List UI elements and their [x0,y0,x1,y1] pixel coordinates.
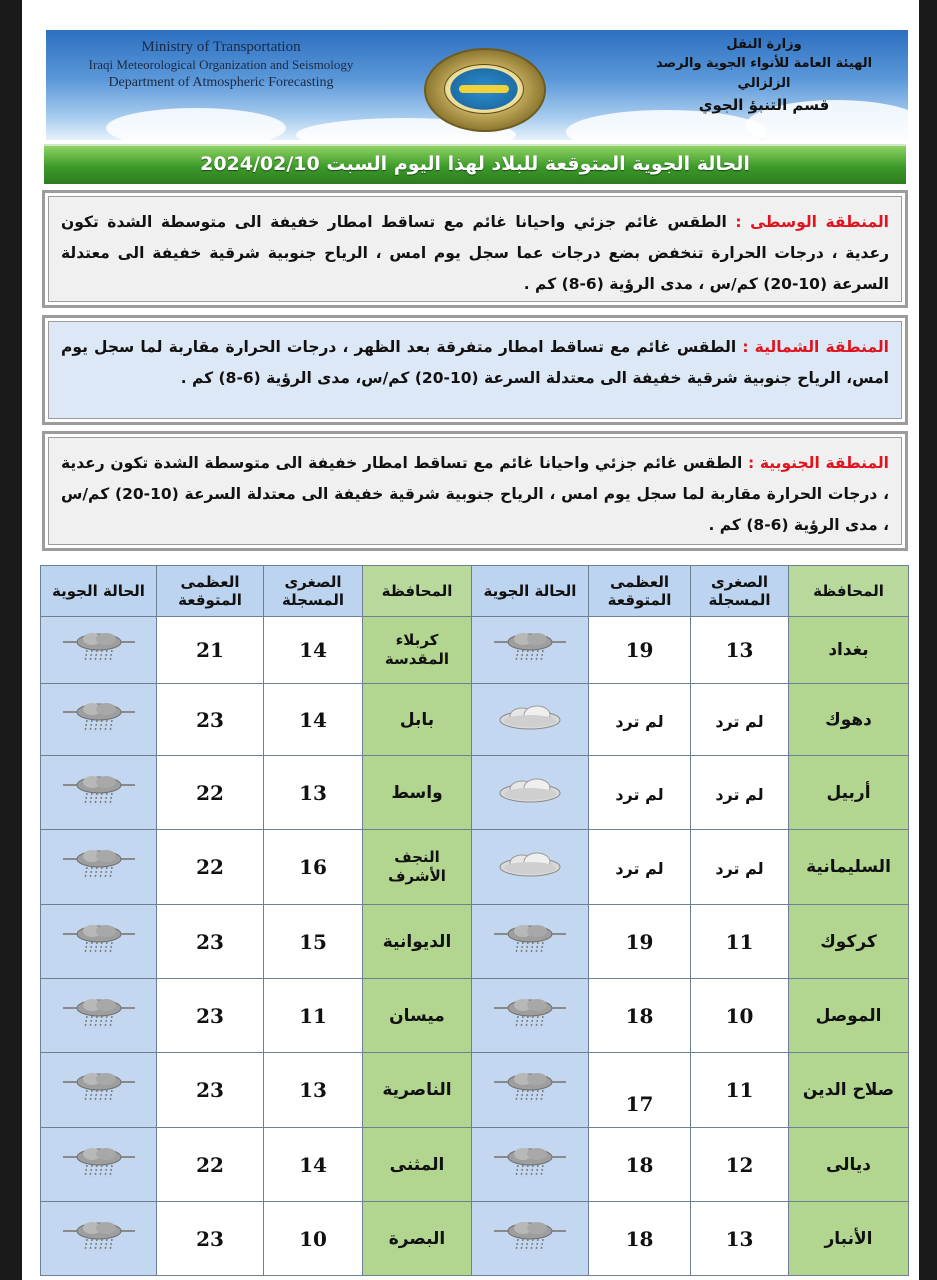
condition-icon-cell [41,979,157,1053]
max-temp-value: 23 [196,1226,224,1251]
organization-name-ar: الهيئة العامة للأنواء الجوية والرصد الزلزالي [655,56,873,91]
region-central-label: المنطقة الوسطى : [735,213,889,231]
min-temp-cell [264,1053,363,1128]
min-temp-cell [264,905,363,979]
rain-cloud-icon [59,769,139,813]
province-name-value: النجف الأشرف [388,848,446,885]
right-frame-edge [919,0,937,1280]
rain-cloud-icon [490,1066,570,1110]
province-name-value: الأنبار [824,1228,873,1249]
province-name-cell [363,979,472,1053]
min-temp-cell [691,1202,789,1276]
province-name-cell [363,1202,472,1276]
province-name-cell [789,617,909,684]
condition-icon-cell [41,905,157,979]
min-temp-cell [264,756,363,830]
max-temp-cell [589,617,691,684]
header-province: المحافظة [789,566,909,617]
max-temp-cell [589,979,691,1053]
condition-icon-cell [472,1053,589,1128]
min-temp-value: 14 [299,707,327,732]
province-name-cell [363,684,472,756]
table-row [41,979,909,1053]
min-temp-value: 13 [299,1078,327,1102]
rain-cloud-icon [59,1141,139,1185]
condition-icon-cell [472,756,589,830]
condition-icon-cell [472,1128,589,1202]
max-temp-cell [157,979,264,1053]
max-temp-value: 17 [625,1092,654,1116]
banner-cloud [106,108,286,140]
logo-globe-icon [444,64,524,114]
region-south-label: المنطقة الجنوبية : [748,454,889,472]
province-name-cell [363,756,472,830]
ministry-name-en: Ministry of Transportation [141,39,301,55]
left-frame-edge [0,0,22,1280]
min-temp-value: 16 [299,855,327,879]
region-central [42,190,908,308]
min-temp-value: لم ترد [715,711,764,731]
region-central-description: الطقس غائم جزئي واحيانا غائم مع تساقط امطار خفيفة الى متوسطة الشدة تكون رعدية ، درجات الحرارة تنخفض بضع درجات عما سجل يوم امس ، الرياح جنوبية شرقية خفيفة الى معتدلة السرعة (10-20) كم/س ، مدى الرؤية (6-8) كم . [61,213,889,293]
min-temp-cell [264,1202,363,1276]
max-temp-cell [157,1128,264,1202]
region-south-panel [48,437,902,545]
min-temp-value: 12 [725,1152,754,1177]
forecast-table [40,565,909,1276]
min-temp-value: 10 [725,1003,754,1028]
max-temp-value: 19 [625,638,654,662]
province-name-value: السليمانية [806,857,891,877]
ministry-name-ar: وزارة النقل [726,37,802,52]
max-temp-cell [157,830,264,905]
province-name-value: بابل [399,709,435,730]
province-name-value: المثنى [389,1154,445,1175]
forecast-title: الحالة الجوية المتوقعة للبلاد لهذا اليوم السبت 2024/02/10 [200,153,750,175]
header-min: الصغرى المسجلة [264,566,363,617]
min-temp-cell [691,979,789,1053]
max-temp-value: 23 [196,707,224,732]
province-name-cell [789,979,909,1053]
max-temp-value: لم ترد [615,784,664,804]
condition-icon-cell [41,830,157,905]
max-temp-cell [157,905,264,979]
rain-cloud-icon [490,1141,570,1185]
min-temp-value: 14 [299,1152,327,1177]
department-name-en: Department of Atmospheric Forecasting [108,75,334,90]
table-row [41,1128,909,1202]
province-name-value: كركوك [820,931,877,952]
province-name-value: ميسان [389,1005,445,1026]
province-name-cell [789,1053,909,1128]
region-central-text [61,207,889,300]
max-temp-cell [589,1202,691,1276]
table-row [41,617,909,684]
min-temp-cell [264,684,363,756]
rain-cloud-icon [59,626,139,670]
table-row [41,1053,909,1128]
min-temp-value: 11 [299,1003,327,1028]
province-name-cell [363,617,472,684]
min-temp-cell [264,830,363,905]
condition-icon-cell [472,684,589,756]
rain-cloud-icon [59,1215,139,1259]
region-north-description: الطقس غائم مع تساقط امطار متفرقة بعد الظهر ، درجات الحرارة مقاربة لما سجل يوم امس، الرياح جنوبية شرقية خفيفة الى معتدلة السرعة (10-20) كم/س، مدى الرؤية (6-8) كم . [61,338,889,387]
table-row [41,684,909,756]
organization-logo [424,48,546,132]
condition-icon-cell [41,1202,157,1276]
min-temp-value: لم ترد [715,784,764,804]
province-name-value: الموصل [815,1005,882,1026]
min-temp-cell [691,1053,789,1128]
cloud-icon [490,843,570,887]
table-row [41,905,909,979]
rain-cloud-icon [490,918,570,962]
min-temp-value: 13 [299,780,327,805]
header-condition: الحالة الجوية [41,566,157,617]
rain-cloud-icon [59,918,139,962]
condition-icon-cell [41,684,157,756]
header-condition: الحالة الجوية [472,566,589,617]
condition-icon-cell [41,1053,157,1128]
min-temp-cell [691,684,789,756]
max-temp-value: 23 [196,1078,224,1102]
header-province: المحافظة [363,566,472,617]
max-temp-value: 18 [625,1226,654,1251]
province-name-value: أربيل [826,782,871,803]
region-north-text [61,332,889,394]
min-temp-cell [691,756,789,830]
province-name-value: صلاح الدين [802,1080,895,1100]
max-temp-value: لم ترد [615,711,664,731]
max-temp-cell [589,756,691,830]
province-name-cell [789,830,909,905]
province-name-cell [363,905,472,979]
min-temp-cell [264,1128,363,1202]
region-south [42,431,908,551]
header-max: العظمى المتوقعة [157,566,264,617]
region-central-panel [48,196,902,302]
table-row [41,1202,909,1276]
max-temp-cell [157,1053,264,1128]
header-banner [46,30,908,140]
condition-icon-cell [41,617,157,684]
max-temp-cell [157,684,264,756]
condition-icon-cell [41,1128,157,1202]
province-name-value: ديالى [825,1154,872,1175]
province-name-cell [789,684,909,756]
department-name-ar: قسم التنبؤ الجوي [698,96,830,114]
condition-icon-cell [472,979,589,1053]
province-name-value: واسط [391,782,443,803]
max-temp-value: 22 [196,855,224,879]
max-temp-value: 18 [625,1152,654,1177]
max-temp-value: 23 [196,929,224,954]
max-temp-value: 21 [196,638,224,662]
region-north-label: المنطقة الشمالية : [742,338,889,356]
max-temp-cell [589,1128,691,1202]
min-temp-cell [264,617,363,684]
max-temp-value: 22 [196,780,224,805]
max-temp-cell [157,617,264,684]
max-temp-cell [589,684,691,756]
max-temp-value: لم ترد [615,859,664,878]
province-name-value: الديوانية [382,931,452,952]
province-name-cell [363,1128,472,1202]
province-name-cell [789,756,909,830]
header-max: العظمى المتوقعة [589,566,691,617]
condition-icon-cell [472,905,589,979]
max-temp-value: 23 [196,1003,224,1028]
region-north [42,315,908,425]
province-name-cell [363,830,472,905]
min-temp-cell [691,830,789,905]
min-temp-value: 10 [299,1226,327,1251]
min-temp-value: 14 [299,638,327,662]
min-temp-cell [691,617,789,684]
max-temp-cell [589,1053,691,1128]
max-temp-cell [157,1202,264,1276]
max-temp-value: 22 [196,1152,224,1177]
province-name-value: الناصرية [382,1080,452,1100]
max-temp-value: 19 [625,929,654,954]
province-name-value: بغداد [828,640,869,660]
province-name-value: البصرة [388,1228,446,1249]
rain-cloud-icon [59,696,139,740]
province-name-cell [789,905,909,979]
min-temp-cell [264,979,363,1053]
region-north-panel [48,321,902,419]
condition-icon-cell [472,830,589,905]
table-row [41,830,909,905]
province-name-value: دهوك [825,709,872,730]
rain-cloud-icon [59,843,139,887]
region-south-description: الطقس غائم جزئي واحيانا غائم مع تساقط امطار خفيفة الى متوسطة الشدة تكون رعدية ، درجات الحرارة مقاربة لما سجل يوم امس ، الرياح جنوبية شرقية خفيفة الى معتدلة السرعة (10-20) كم/س ، مدى الرؤية (6-8) كم . [61,454,889,534]
province-name-cell [789,1202,909,1276]
region-south-text [61,448,889,541]
arabic-header-text [634,36,894,116]
min-temp-value: 13 [725,1226,754,1251]
rain-cloud-icon [59,992,139,1036]
min-temp-value: 13 [725,638,754,662]
rain-cloud-icon [490,1215,570,1259]
condition-icon-cell [472,1202,589,1276]
header-min: الصغرى المسجلة [691,566,789,617]
min-temp-value: لم ترد [715,859,764,878]
province-name-cell [363,1053,472,1128]
min-temp-cell [691,1128,789,1202]
max-temp-cell [589,905,691,979]
logo-wave-icon [459,85,509,93]
max-temp-cell [589,830,691,905]
table-row [41,756,909,830]
condition-icon-cell [472,617,589,684]
cloud-icon [490,769,570,813]
english-header-text [56,38,386,92]
rain-cloud-icon [59,1066,139,1110]
condition-icon-cell [41,756,157,830]
max-temp-cell [157,756,264,830]
rain-cloud-icon [490,626,570,670]
max-temp-value: 18 [625,1003,654,1028]
min-temp-value: 11 [725,929,754,954]
forecast-title-bar [44,144,906,184]
province-name-cell [789,1128,909,1202]
min-temp-cell [691,905,789,979]
min-temp-value: 15 [299,929,327,954]
cloud-icon [490,696,570,740]
min-temp-value: 11 [725,1078,754,1102]
province-name-value: كربلاء المقدسة [384,631,450,668]
organization-name-en: Iraqi Meteorological Organization and Seismology [88,57,354,72]
rain-cloud-icon [490,992,570,1036]
table-header-row [41,566,909,617]
